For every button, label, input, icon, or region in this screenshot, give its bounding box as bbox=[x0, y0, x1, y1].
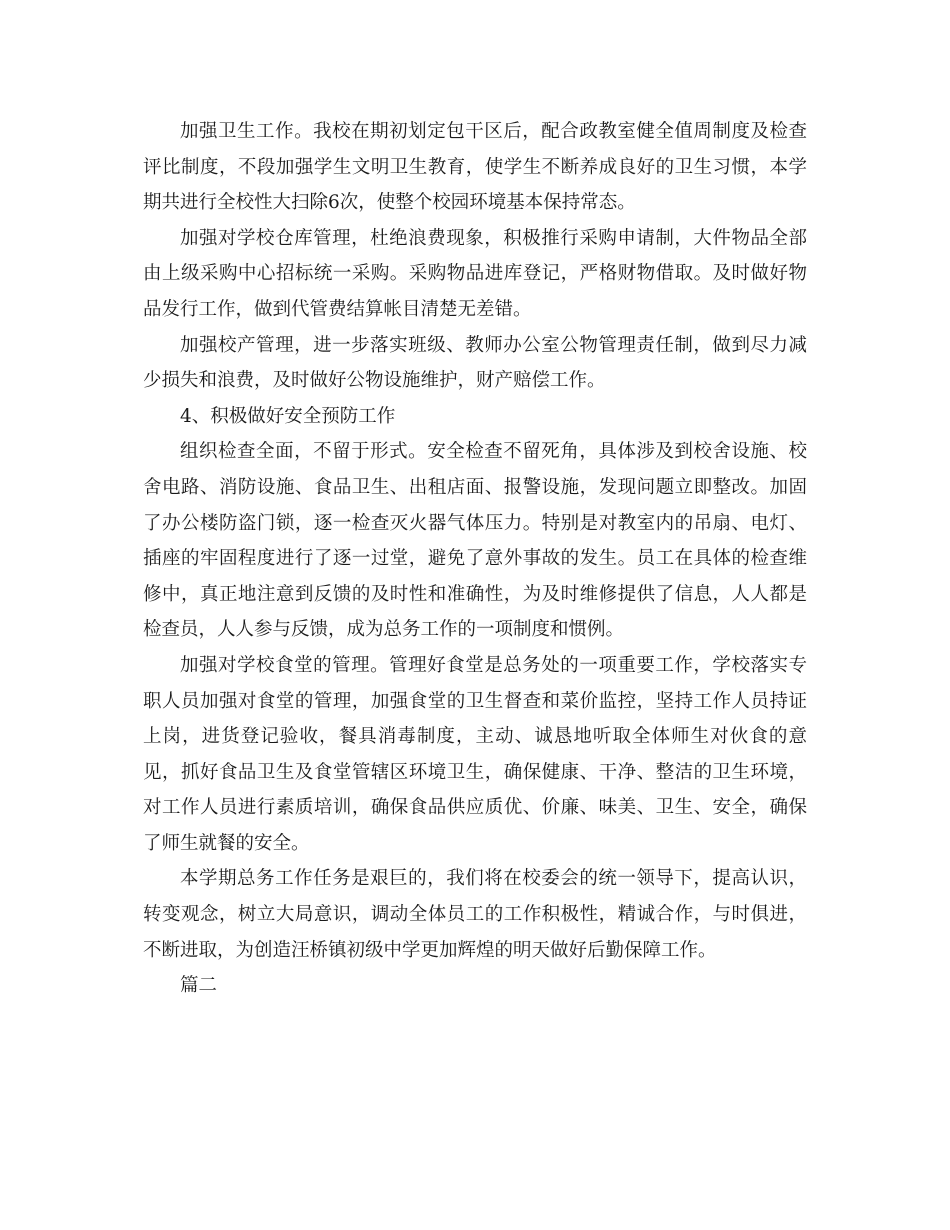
paragraph-conclusion: 本学期总务工作任务是艰巨的，我们将在校委会的统一领导下，提高认识，转变观念，树立大局意识，调动全体员工的工作积极性，精诚合作，与时俱进，不断进取，为创造汪桥镇初级中学更加辉煌的明天做好后勤保障工作。 bbox=[143, 868, 807, 961]
paragraph-school-property: 加强校产管理，进一步落实班级、教师办公室公物管理责任制，做到尽力减少损失和浪费，及时做好公物设施维护，财产赔偿工作。 bbox=[143, 334, 807, 392]
paragraph-inspection: 组织检查全面，不留于形式。安全检查不留死角，具体涉及到校舍设施、校舍电路、消防设施、食品卫生、出租店面、报警设施，发现问题立即整改。加固了办公楼防盗门锁，逐一检查灭火器气体压力。特别是对教室内的吊扇、电灯、插座的牢固程度进行了逐一过堂，避免了意外事故的发生。员工在具体的检查维修中，真正地注意到反馈的及时性和准确性，为及时维修提供了信息，人人都是检查员，人人参与反馈，成为总务工作的一项制度和惯例。 bbox=[143, 441, 807, 641]
section-heading-safety: 4、积极做好安全预防工作 bbox=[180, 405, 396, 427]
paragraph-warehouse: 加强对学校仓库管理，杜绝浪费现象，积极推行采购申请制，大件物品全部由上级采购中心招标统一采购。采购物品进库登记，严格财物借取。及时做好物品发行工作，做到代管费结算帐目清楚无差错。 bbox=[143, 227, 807, 320]
paragraph-sanitation: 加强卫生工作。我校在期初划定包干区后，配合政教室健全值周制度及检查评比制度，不段加强学生文明卫生教育，使学生不断养成良好的卫生习惯，本学期共进行全校性大扫除6次，使整个校园环境基本保持常态。 bbox=[143, 121, 807, 214]
document-body bbox=[143, 114, 807, 1004]
section-heading-part-two: 篇二 bbox=[180, 975, 218, 997]
paragraph-canteen: 加强对学校食堂的管理。管理好食堂是总务处的一项重要工作，学校落实专职人员加强对食堂的管理，加强食堂的卫生督查和菜价监控，坚持工作人员持证上岗，进货登记验收，餐具消毒制度，主动、诚恳地听取全体师生对伙食的意见，抓好食品卫生及食堂管辖区环境卫生，确保健康、干净、整洁的卫生环境，对工作人员进行素质培训，确保食品供应质优、价廉、味美、卫生、安全，确保了师生就餐的安全。 bbox=[143, 654, 807, 854]
